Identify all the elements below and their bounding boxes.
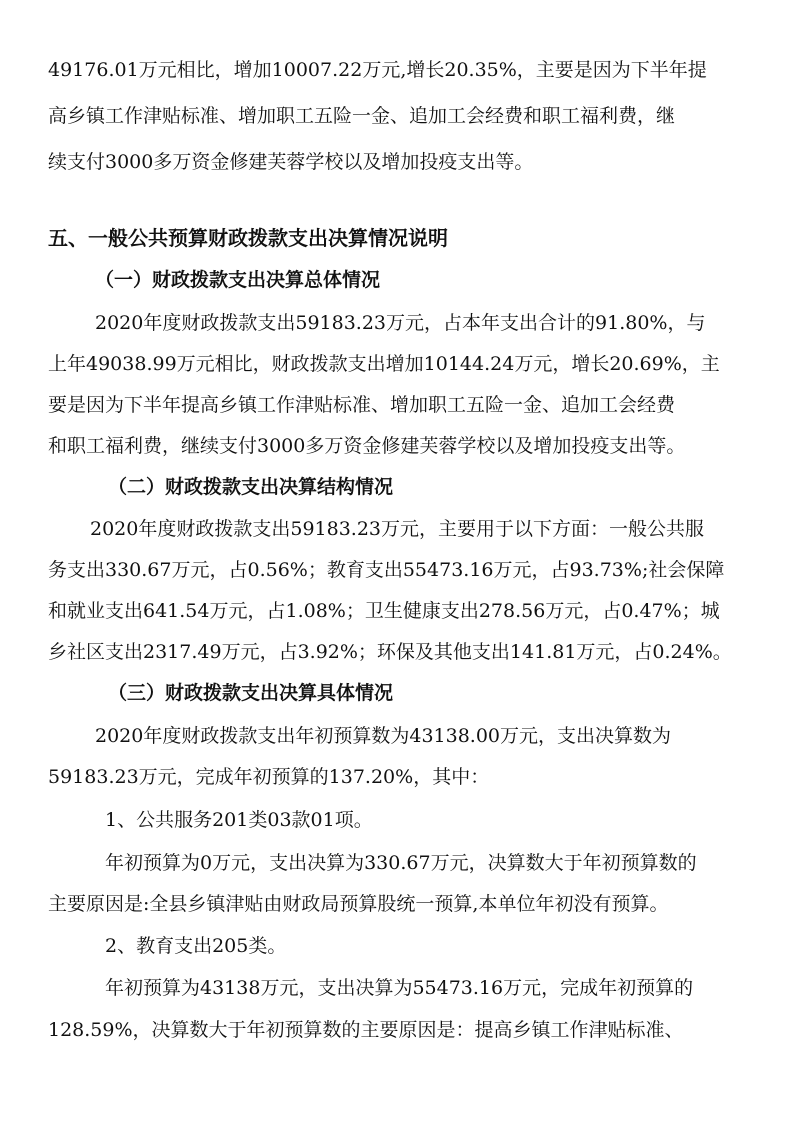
paragraph-line: 49176.01万元相比，增加10007.22万元,增长20.35%，主要是因为下半年提 xyxy=(48,59,707,81)
list-item: 2、教育支出205类。 xyxy=(105,935,287,957)
paragraph-line: 和职工福利费，继续支付3000多万资金修建芙蓉学校以及增加投疫支出等。 xyxy=(48,435,686,457)
paragraph-line: 59183.23万元，完成年初预算的137.20%，其中： xyxy=(48,766,490,788)
paragraph-line: 高乡镇工作津贴标准、增加职工五险一金、追加工会经费和职工福利费，继 xyxy=(48,105,676,127)
paragraph-line: 年初预算为0万元，支出决算为330.67万元，决算数大于年初预算数的 xyxy=(105,852,697,874)
subsection-heading-3: （三）财政拨款支出决算具体情况 xyxy=(108,682,394,704)
paragraph-line: 2020年度财政拨款支出年初预算数为43138.00万元，支出决算数为 xyxy=(95,725,672,747)
paragraph-line: 主要原因是:全县乡镇津贴由财政局预算股统一预算,本单位年初没有预算。 xyxy=(48,893,669,915)
paragraph-line: 和就业支出641.54万元，占1.08%；卫生健康支出278.56万元，占0.47%；城 xyxy=(48,600,720,622)
paragraph-line: 续支付3000多万资金修建芙蓉学校以及增加投疫支出等。 xyxy=(48,151,534,173)
section-heading-5: 五、一般公共预算财政拨款支出决算情况说明 xyxy=(48,226,448,250)
list-item: 1、公共服务201类03款01项。 xyxy=(105,809,373,831)
paragraph-line: 年初预算为43138万元，支出决算为55473.16万元，完成年初预算的 xyxy=(105,977,694,999)
paragraph-line: 上年49038.99万元相比，财政拨款支出增加10144.24万元，增长20.69%，主 xyxy=(48,353,720,375)
paragraph-line: 乡社区支出2317.49万元，占3.92%；环保及其他支出141.81万元，占0.24%。 xyxy=(48,641,732,663)
subsection-heading-1: （一）财政拨款支出决算总体情况 xyxy=(95,269,381,291)
subsection-heading-2: （二）财政拨款支出决算结构情况 xyxy=(108,476,394,498)
paragraph-line: 2020年度财政拨款支出59183.23万元，主要用于以下方面：一般公共服 xyxy=(90,518,705,540)
paragraph-line: 128.59%，决算数大于年初预算数的主要原因是：提高乡镇工作津贴标准、 xyxy=(48,1019,684,1041)
paragraph-line: 要是因为下半年提高乡镇工作津贴标准、增加职工五险一金、追加工会经费 xyxy=(48,394,676,416)
paragraph-line: 务支出330.67万元，占0.56%；教育支出55473.16万元，占93.73%;社会保障 xyxy=(48,559,725,581)
paragraph-line: 2020年度财政拨款支出59183.23万元，占本年支出合计的91.80%，与 xyxy=(95,312,706,334)
